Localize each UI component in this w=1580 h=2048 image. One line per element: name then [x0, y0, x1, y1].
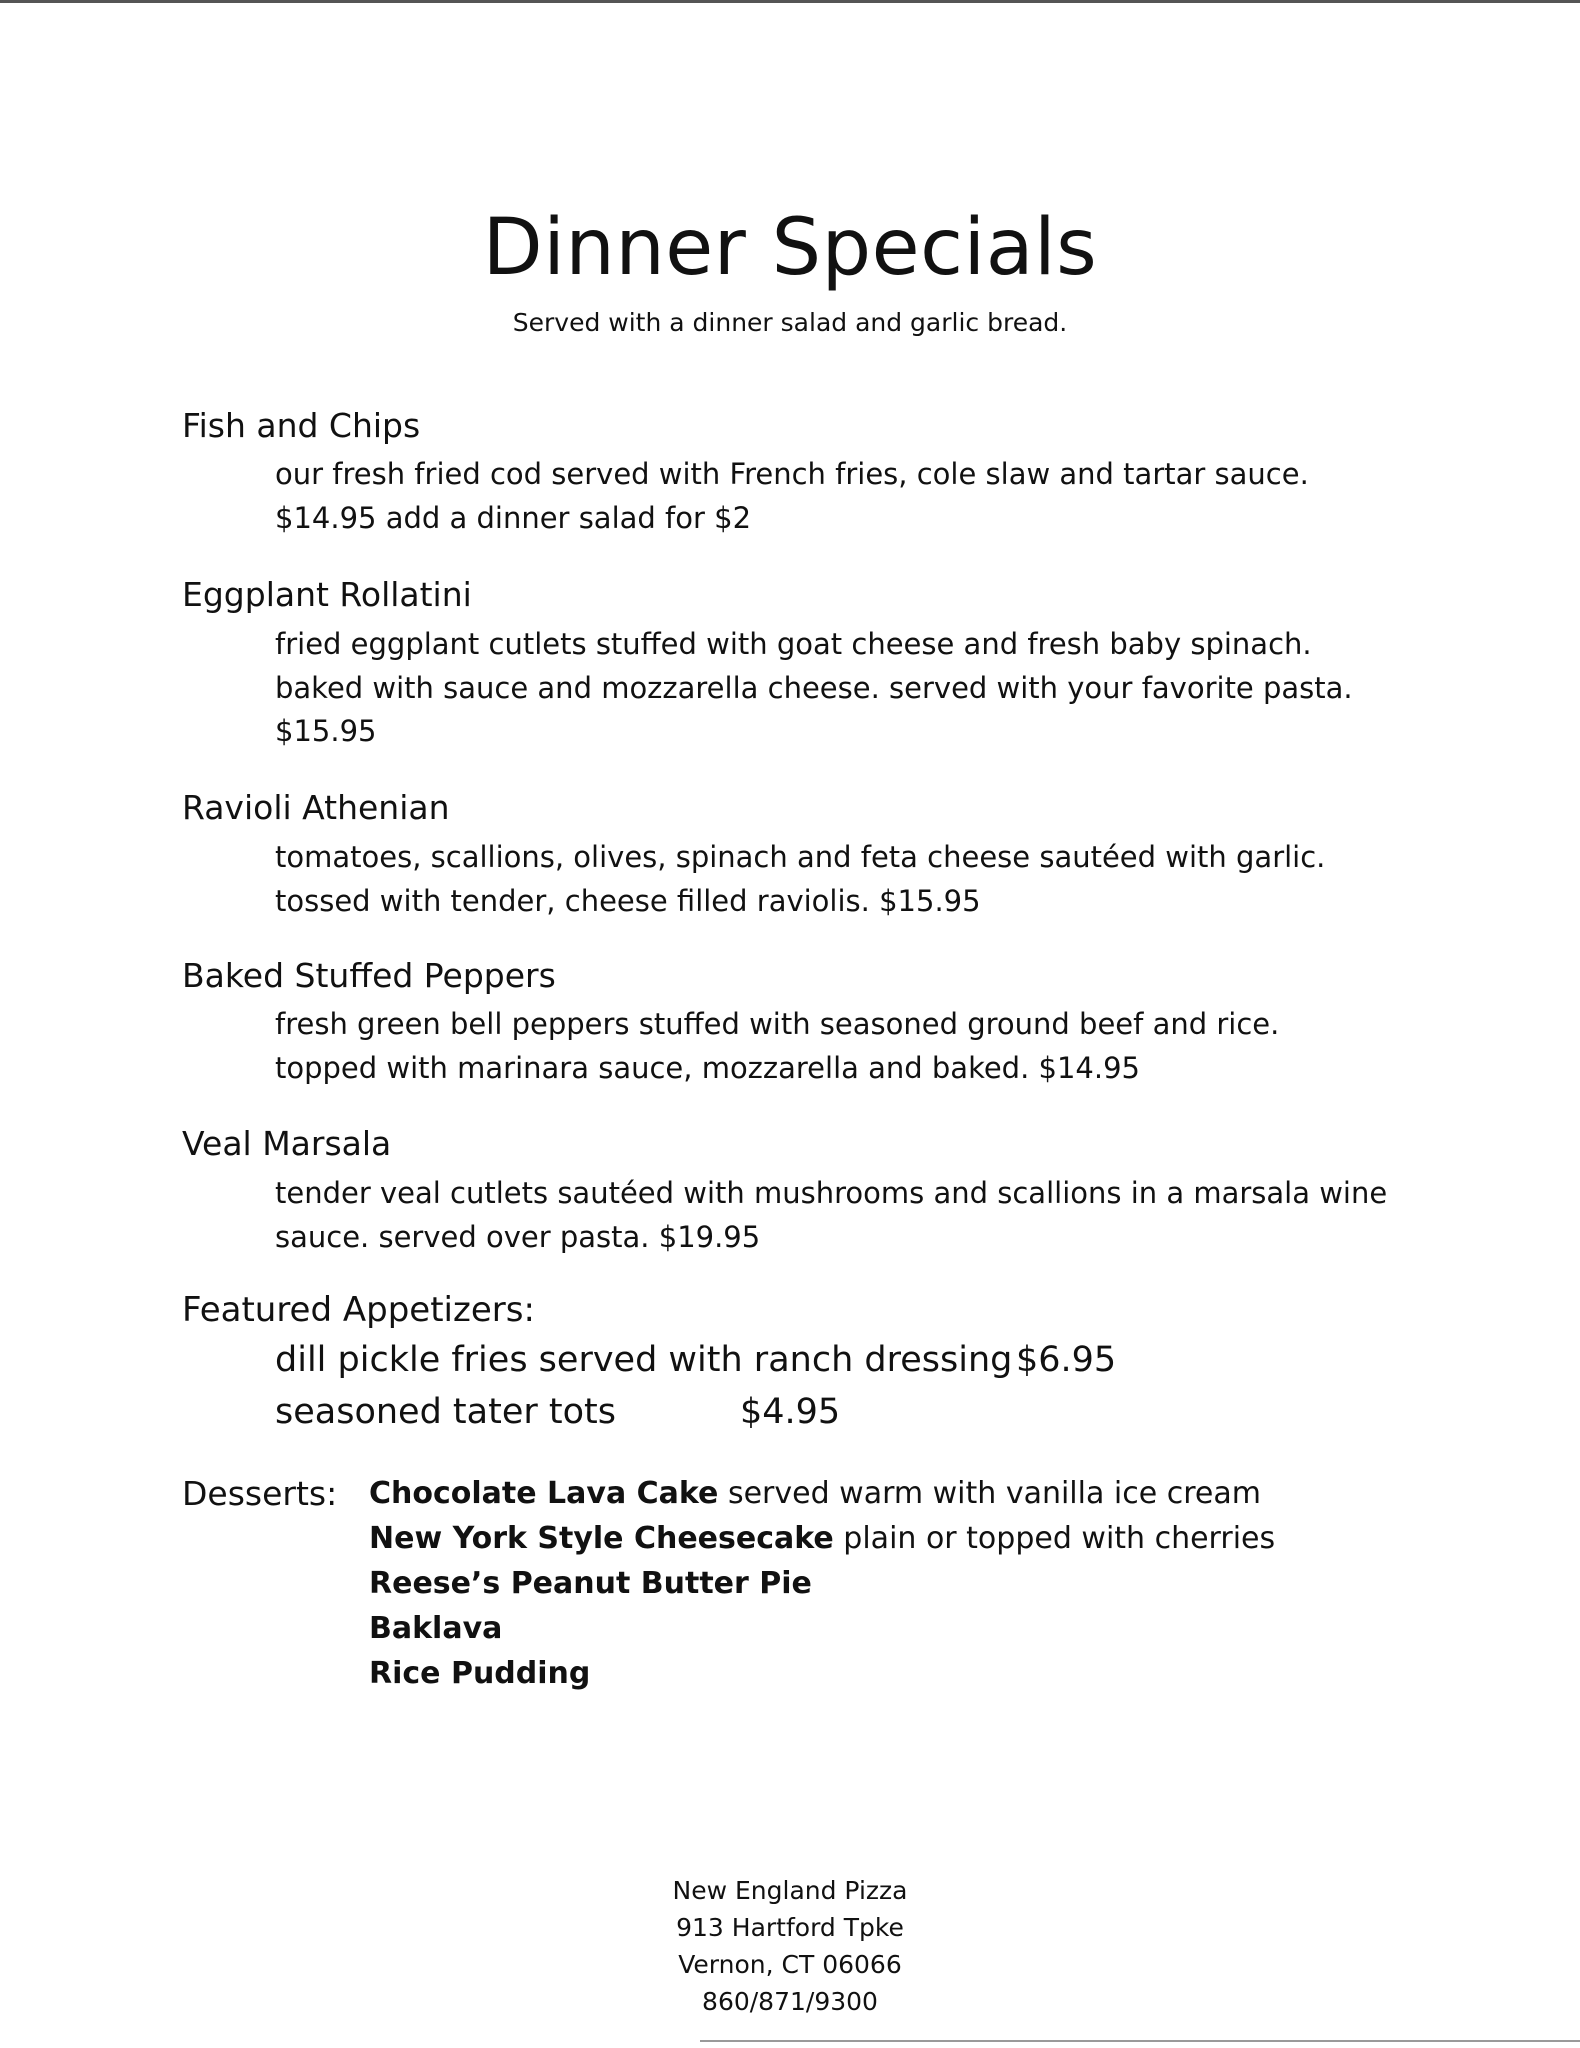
appetizer-price: $4.95 [740, 1392, 841, 1432]
appetizer-price: $6.95 [1016, 1340, 1117, 1380]
page-subtitle: Served with a dinner salad and garlic bread. [512, 308, 1068, 337]
special-description-line: $15.95 [275, 714, 377, 748]
scan-edge-top [0, 0, 1580, 3]
restaurant-phone: 860/871/9300 [702, 1987, 878, 2016]
dessert-name: Chocolate Lava Cake [369, 1476, 719, 1511]
restaurant-street: 913 Hartford Tpke [676, 1913, 904, 1942]
appetizer-name: dill pickle fries served with ranch dressing [275, 1340, 1013, 1380]
special-description-line: fresh green bell peppers stuffed with seasoned ground beef and rice. [275, 1007, 1280, 1041]
dessert-item [369, 1611, 502, 1647]
appetizers-heading: Featured Appetizers: [182, 1290, 535, 1330]
special-name: Ravioli Athenian [182, 788, 450, 827]
desserts-heading: Desserts: [182, 1474, 338, 1513]
special-description-line: tomatoes, scallions, olives, spinach and feta cheese sautéed with garlic. [275, 840, 1326, 874]
special-name: Eggplant Rollatini [182, 575, 472, 614]
dessert-name: Rice Pudding [369, 1656, 591, 1691]
special-description-line: $14.95 add a dinner salad for $2 [275, 501, 752, 535]
restaurant-name: New England Pizza [672, 1876, 908, 1905]
page-title: Dinner Specials [482, 203, 1098, 293]
special-description-line: baked with sauce and mozzarella cheese. served with your favorite pasta. [275, 671, 1353, 705]
special-description-line: tossed with tender, cheese filled raviolis. $15.95 [275, 884, 981, 918]
special-name: Baked Stuffed Peppers [182, 956, 556, 995]
dessert-item [369, 1566, 812, 1602]
dessert-item [369, 1521, 1275, 1557]
scan-edge-bottom [700, 2040, 1580, 2042]
special-description-line: our fresh fried cod served with French fries, cole slaw and tartar sauce. [275, 457, 1309, 491]
restaurant-city: Vernon, CT 06066 [678, 1950, 902, 1979]
dessert-name: New York Style Cheesecake [369, 1521, 834, 1556]
restaurant-address-block [0, 1872, 1580, 2020]
special-description-line: topped with marinara sauce, mozzarella and baked. $14.95 [275, 1051, 1141, 1085]
dessert-name: Reese’s Peanut Butter Pie [369, 1566, 812, 1601]
special-description-line: tender veal cutlets sautéed with mushrooms and scallions in a marsala wine [275, 1176, 1388, 1210]
special-description-line: fried eggplant cutlets stuffed with goat cheese and fresh baby spinach. [275, 627, 1312, 661]
special-name: Veal Marsala [182, 1124, 392, 1163]
appetizer-name: seasoned tater tots [275, 1392, 616, 1432]
dessert-detail: plain or topped with cherries [833, 1521, 1276, 1556]
dessert-item [369, 1656, 590, 1692]
special-description-line: sauce. served over pasta. $19.95 [275, 1220, 761, 1254]
dessert-name: Baklava [369, 1611, 503, 1646]
dessert-detail: served warm with vanilla ice cream [718, 1476, 1261, 1511]
dessert-item [369, 1476, 1261, 1512]
special-name: Fish and Chips [182, 406, 421, 445]
